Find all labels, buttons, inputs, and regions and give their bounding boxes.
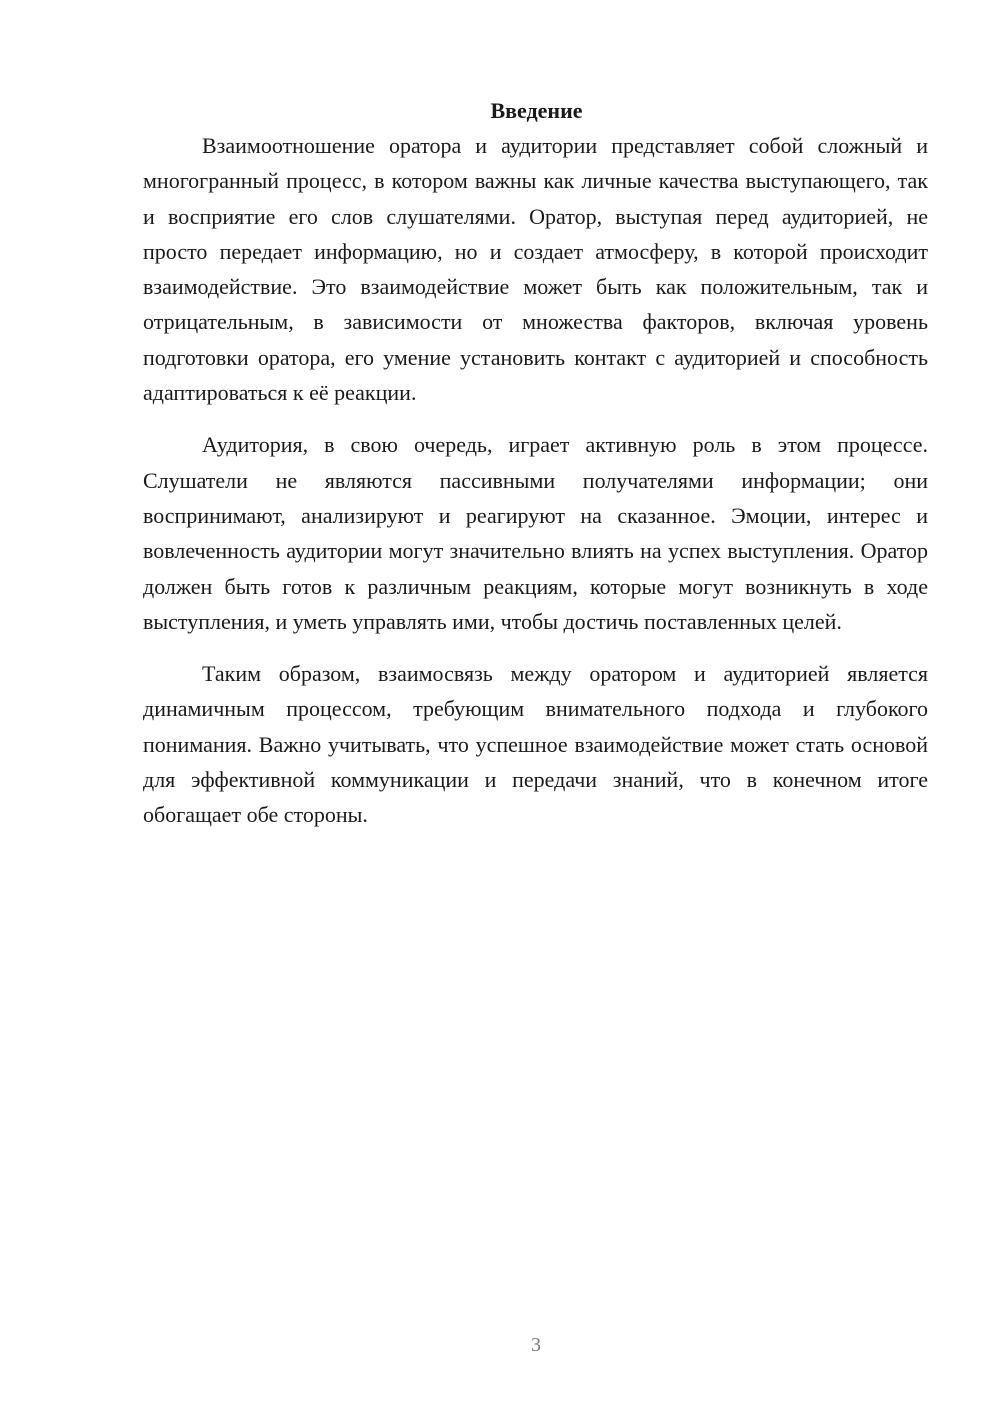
- section-heading: Введение: [490, 98, 583, 123]
- paragraph-3: Таким образом, взаимосвязь между оратором и аудиторией является динамичным процессом, требующим внимательного подхода и глубокого понимания. Важно учитывать, что успешное взаимодействие может стать основой для эффективной коммуникации и передачи знаний, что в конечном итоге обогащает обе стороны.: [143, 661, 928, 828]
- paragraph-1: Взаимоотношение оратора и аудитории представляет собой сложный и многогранный процесс, в котором важны как личные качества выступающего, так и восприятие его слов слушателями. Оратор, выступая перед аудиторией, не просто передает информацию, но и создает атмосферу, в которой происходит взаимодействие. Это взаимодействие может быть как положительным, так и отрицательным, в зависимости от множества факторов, включая уровень подготовки оратора, его умение установить контакт с аудиторией и способность адаптироваться к её реакции.: [143, 133, 928, 406]
- page-number: 3: [531, 1334, 541, 1356]
- document-body: [143, 96, 928, 833]
- paragraph-2: Аудитория, в свою очередь, играет активную роль в этом процессе. Слушатели не являются пассивными получателями информации; они воспринимают, анализируют и реагируют на сказанное. Эмоции, интерес и вовлеченность аудитории могут значительно влиять на успех выступления. Оратор должен быть готов к различным реакциям, которые могут возникнуть в ходе выступления, и уметь управлять ими, чтобы достичь поставленных целей.: [143, 432, 928, 634]
